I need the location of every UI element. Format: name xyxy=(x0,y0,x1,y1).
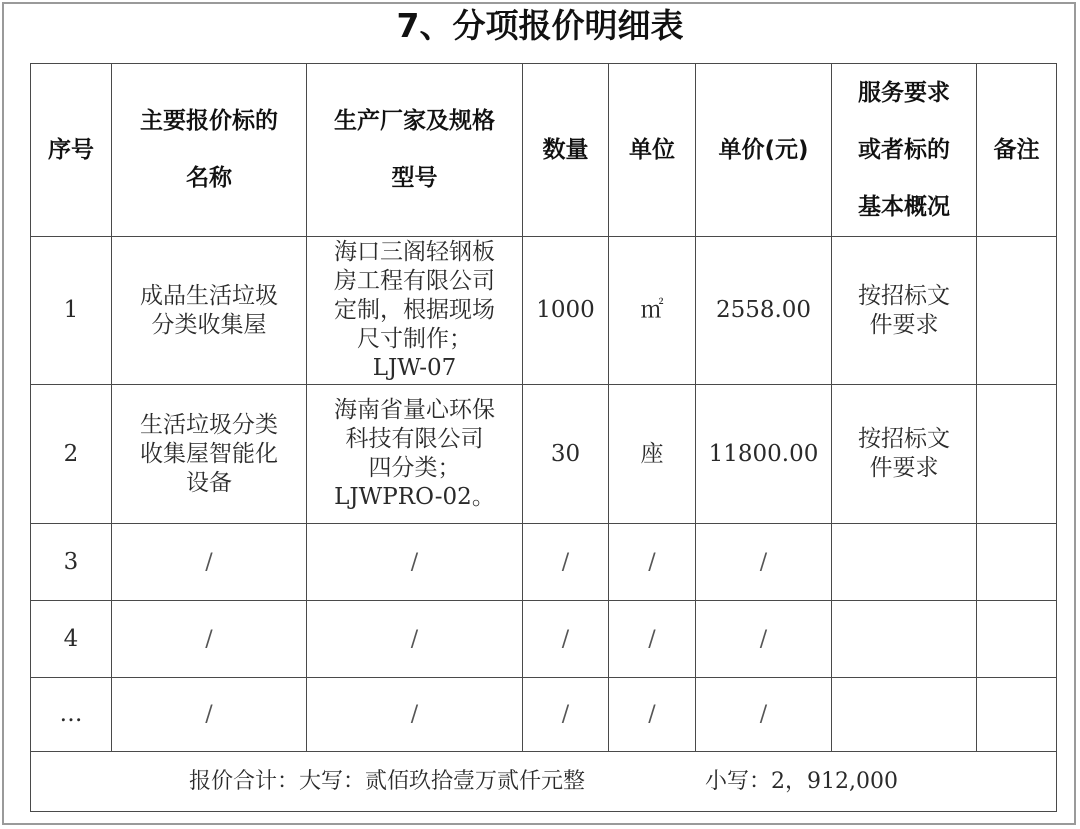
cell-name: 成品生活垃圾 分类收集屋 xyxy=(112,237,307,385)
cell-service: 按招标文 件要求 xyxy=(832,385,977,524)
cell-manufacturer: 海南省量心环保 科技有限公司 四分类； LJWPRO-02。 xyxy=(307,385,523,524)
table-row xyxy=(31,524,1057,601)
header-row xyxy=(31,64,1057,237)
cell-remark xyxy=(977,678,1057,752)
total-row xyxy=(31,752,1057,812)
total-lowercase: 小写：2，912,000 xyxy=(705,769,898,794)
cell-unit: / xyxy=(609,601,696,678)
cell-unit: / xyxy=(609,678,696,752)
header-remark: 备注 xyxy=(977,64,1057,237)
cell-unit-price: 11800.00 xyxy=(696,385,832,524)
cell-index: 1 xyxy=(31,237,112,385)
cell-manufacturer: 海口三阁轻钢板 房工程有限公司 定制，根据现场 尺寸制作； LJW-07 xyxy=(307,237,523,385)
cell-index: 2 xyxy=(31,385,112,524)
header-unit-price: 单价(元) xyxy=(696,64,832,237)
cell-quantity: 1000 xyxy=(523,237,609,385)
cell-index: … xyxy=(31,678,112,752)
header-name: 主要报价标的 名称 xyxy=(112,64,307,237)
cell-manufacturer: / xyxy=(307,524,523,601)
page-title: 7、分项报价明细表 xyxy=(396,6,684,45)
cell-unit-price: / xyxy=(696,678,832,752)
cell-service: 按招标文 件要求 xyxy=(832,237,977,385)
table-row xyxy=(31,385,1057,524)
cell-service xyxy=(832,678,977,752)
header-index: 序号 xyxy=(31,64,112,237)
cell-quantity: / xyxy=(523,678,609,752)
cell-unit-price: / xyxy=(696,524,832,601)
header-manufacturer: 生产厂家及规格 型号 xyxy=(307,64,523,237)
cell-remark xyxy=(977,524,1057,601)
quote-table xyxy=(30,63,1057,812)
table-row xyxy=(31,237,1057,385)
cell-unit: ㎡ xyxy=(609,237,696,385)
cell-unit: / xyxy=(609,524,696,601)
cell-manufacturer: / xyxy=(307,678,523,752)
cell-service xyxy=(832,601,977,678)
cell-name: 生活垃圾分类 收集屋智能化 设备 xyxy=(112,385,307,524)
total-uppercase: 报价合计：大写：贰佰玖拾壹万贰仟元整 xyxy=(189,769,586,794)
table-row xyxy=(31,601,1057,678)
cell-name: / xyxy=(112,678,307,752)
cell-remark xyxy=(977,385,1057,524)
header-unit: 单位 xyxy=(609,64,696,237)
cell-manufacturer: / xyxy=(307,601,523,678)
cell-index: 4 xyxy=(31,601,112,678)
cell-unit: 座 xyxy=(609,385,696,524)
cell-unit-price: / xyxy=(696,601,832,678)
cell-quantity: / xyxy=(523,524,609,601)
header-service: 服务要求 或者标的 基本概况 xyxy=(832,64,977,237)
cell-name: / xyxy=(112,524,307,601)
cell-index: 3 xyxy=(31,524,112,601)
table-row xyxy=(31,678,1057,752)
header-quantity: 数量 xyxy=(523,64,609,237)
cell-name: / xyxy=(112,601,307,678)
total-cell xyxy=(31,752,1057,812)
cell-service xyxy=(832,524,977,601)
cell-quantity: 30 xyxy=(523,385,609,524)
cell-remark xyxy=(977,601,1057,678)
cell-unit-price: 2558.00 xyxy=(696,237,832,385)
cell-quantity: / xyxy=(523,601,609,678)
cell-remark xyxy=(977,237,1057,385)
